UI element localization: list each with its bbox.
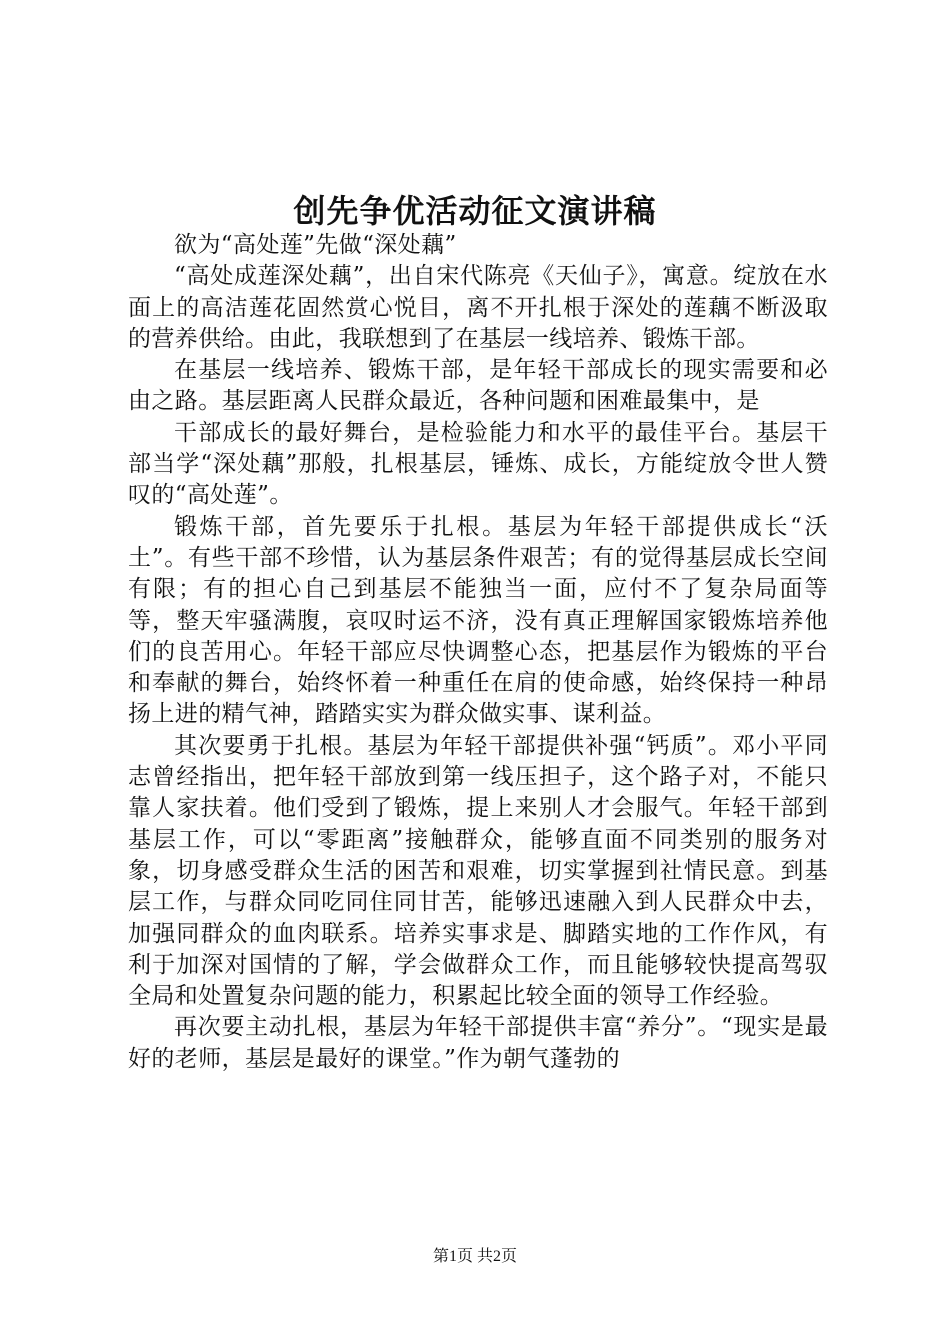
paragraph: 干部成长的最好舞台，是检验能力和水平的最佳平台。基层干部当学“深处藕”那般，扎根基层，锤炼、成长，方能绽放令世人赞叹的“高处莲”。 [128,419,828,509]
paragraph: 再次要主动扎根，基层为年轻干部提供丰富“养分”。“现实是最好的老师，基层是最好的课堂。”作为朝气蓬勃的 [128,1014,828,1072]
paragraph: 其次要勇于扎根。基层为年轻干部提供补强“钙质”。邓小平同志曾经指出，把年轻干部放到第一线压担子，这个路子对，不能只靠人家扶着。他们受到了锻炼，提上来别人才会服气。年轻干部到基层工作，可以“零距离”接触群众，能够直面不同类别的服务对象，切身感受群众生活的困苦和艰难，切实掌握到社情民意。到基层工作，与群众同吃同住同甘苦，能够迅速融入到人民群众中去，加强同群众的血肉联系。培养实事求是、脚踏实地的工作作风，有利于加深对国情的了解，学会做群众工作，而且能够较快提高驾驭全局和处置复杂问题的能力，积累起比较全面的领导工作经验。 [128,732,828,1010]
paragraph-subtitle: 欲为“高处莲”先做“深处藕” [174,232,457,258]
page-number-footer: 第1页 共2页 [432,1248,517,1265]
document-title: 创先争优活动征文演讲稿 [293,192,657,230]
paragraph: 在基层一线培养、锻炼干部，是年轻干部成长的现实需要和必由之路。基层距离人民群众最近，各种问题和困难最集中，是 [128,357,828,415]
paragraph: 锻炼干部，首先要乐于扎根。基层为年轻干部提供成长“沃土”。有些干部不珍惜，认为基层条件艰苦；有的觉得基层成长空间有限；有的担心自己到基层不能独当一面，应付不了复杂局面等等，整天牢骚满腹，哀叹时运不济，没有真正理解国家锻炼培养他们的良苦用心。年轻干部应尽快调整心态，把基层作为锻炼的平台和奉献的舞台，始终怀着一种重任在肩的使命感，始终保持一种昂扬上进的精气神，踏踏实实为群众做实事、谋利益。 [128,513,828,728]
paragraph: “高处成莲深处藕”，出自宋代陈亮《天仙子》，寓意。绽放在水面上的高洁莲花固然赏心悦目，离不开扎根于深处的莲藕不断汲取的营养供给。由此，我联想到了在基层一线培养、锻炼干部。 [128,263,828,352]
document-body [128,230,828,1075]
